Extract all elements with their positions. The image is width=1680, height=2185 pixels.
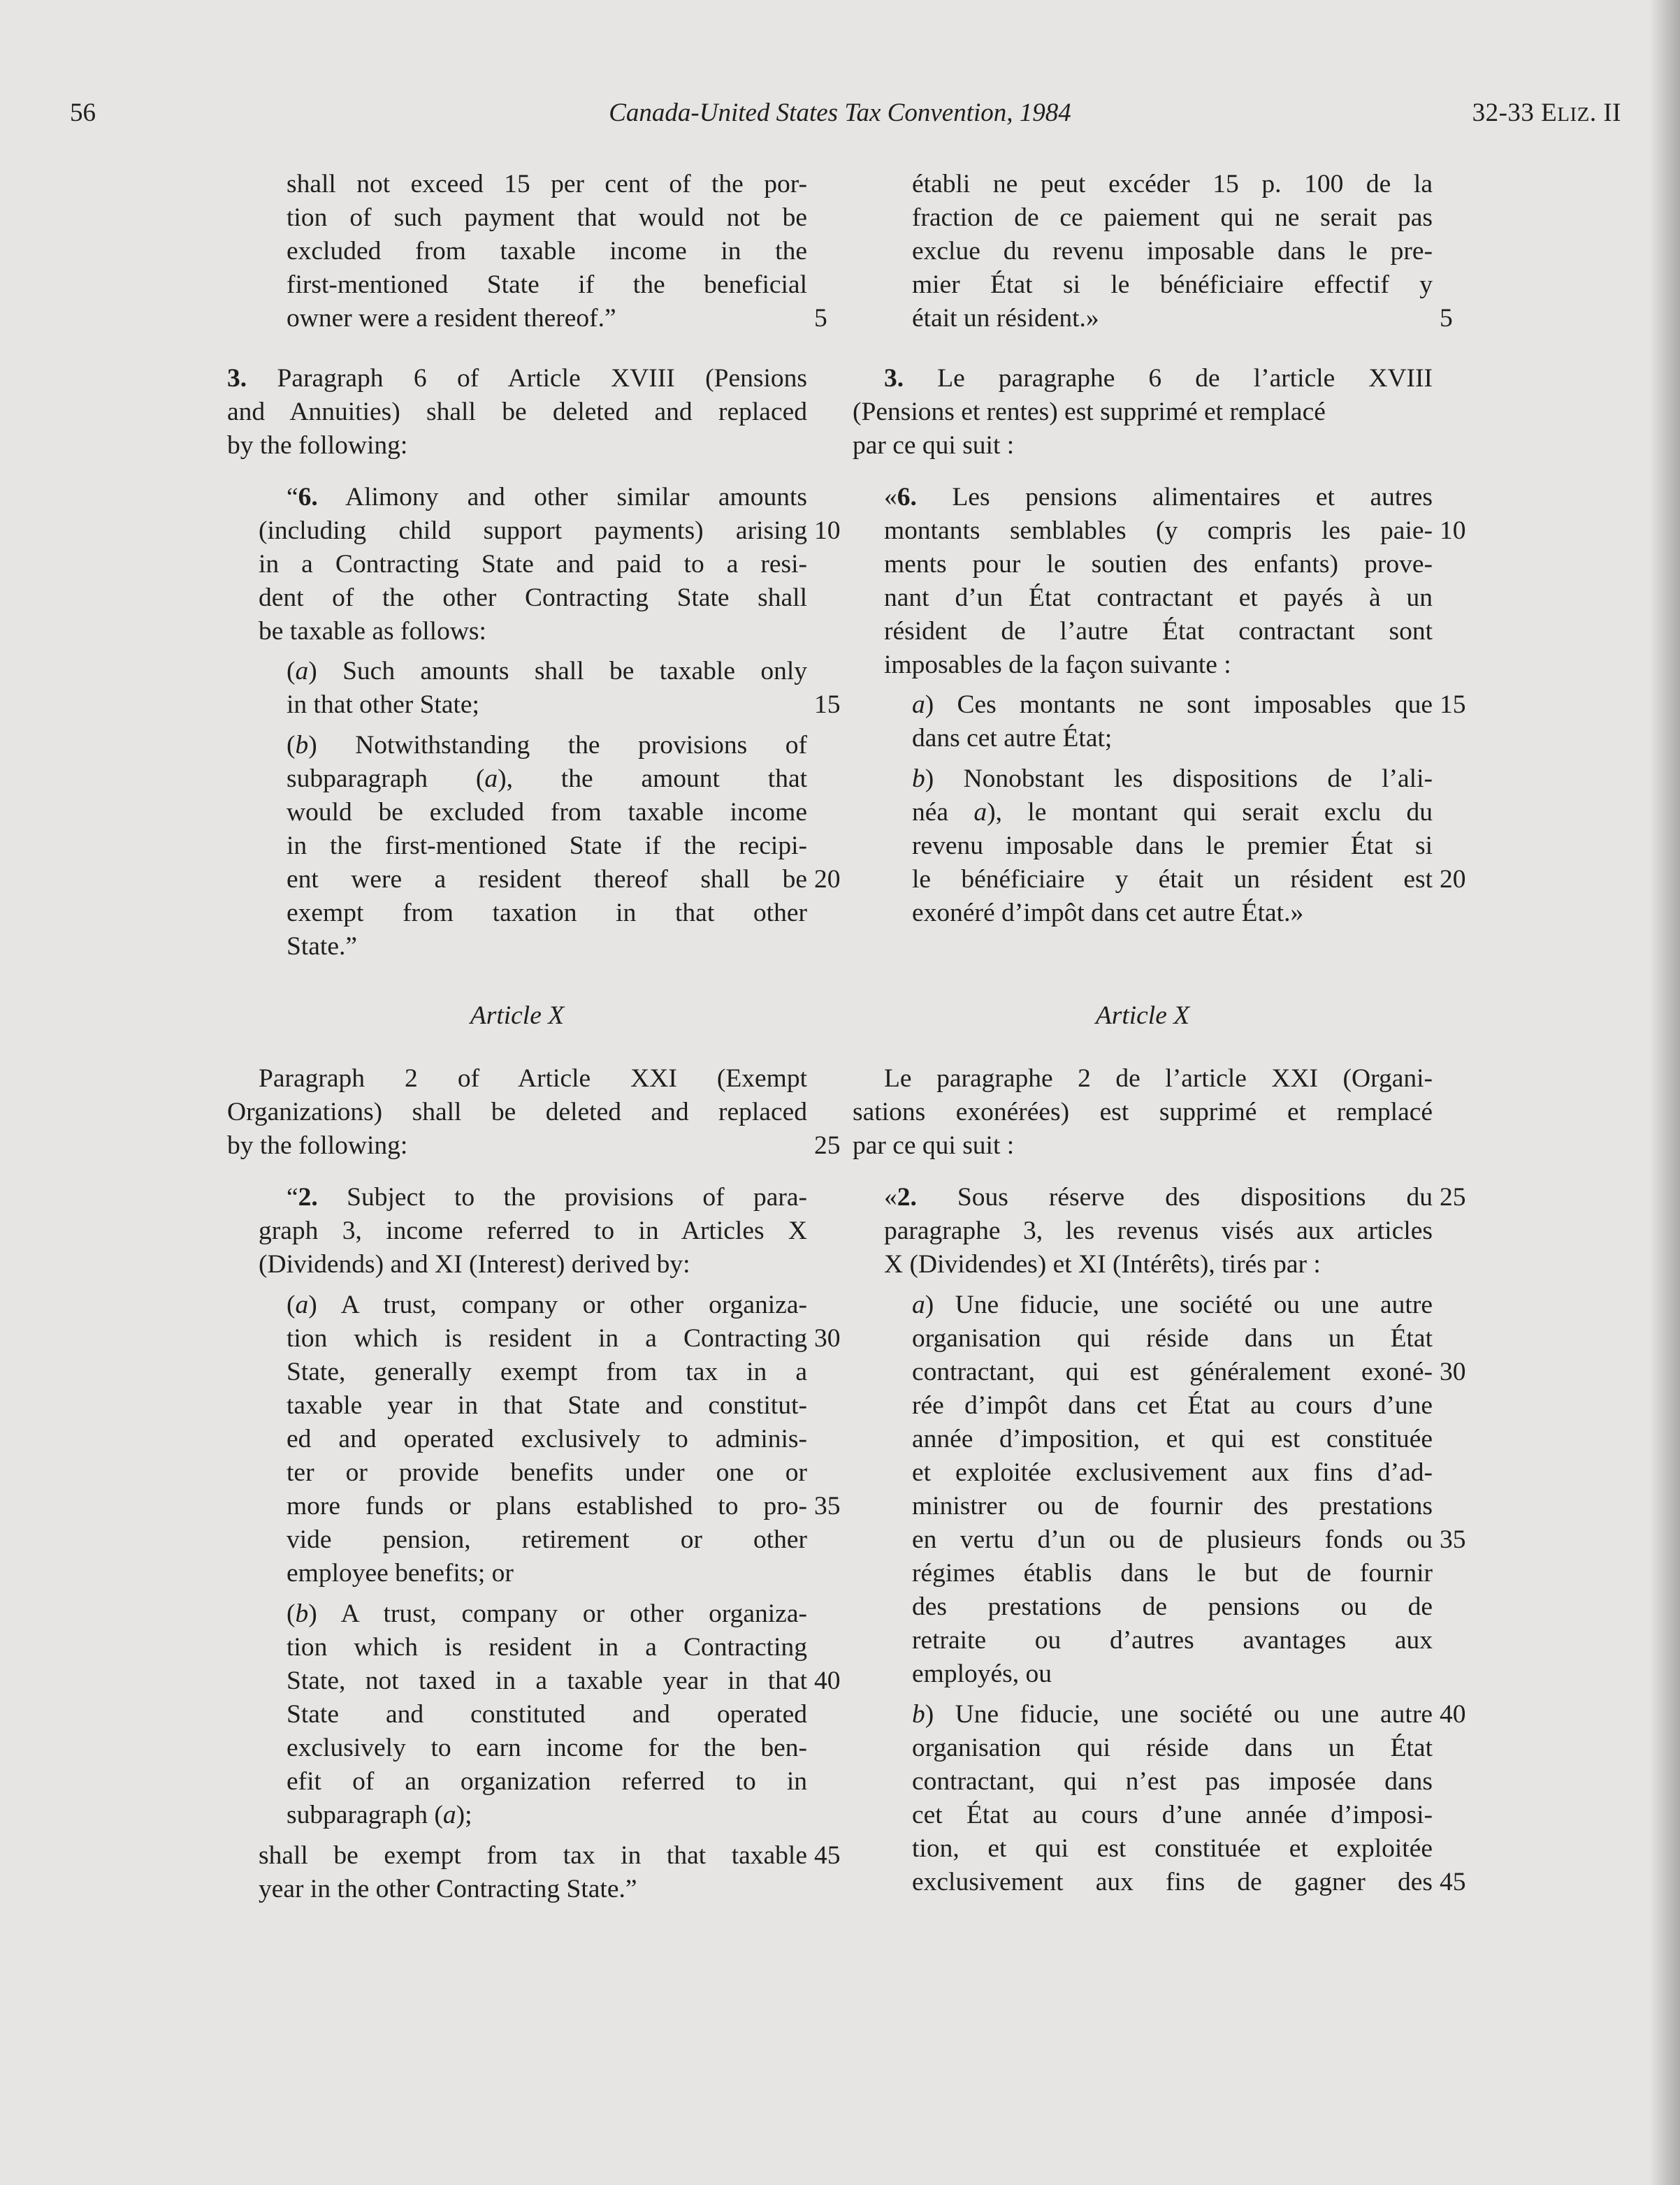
line-number: 15 [814, 690, 841, 719]
text-line: année d’imposition, et qui est constituée [912, 1425, 1433, 1453]
line-number: 40 [814, 1667, 841, 1695]
line-number: 10 [1440, 516, 1466, 545]
line-number: 45 [814, 1841, 841, 1870]
text-line: établi ne peut excéder 15 p. 100 de la [912, 170, 1433, 198]
line-number: 40 [1440, 1700, 1466, 1729]
line-number: 25 [1440, 1183, 1466, 1212]
text-line: exclusivement aux fins de gagner des [912, 1868, 1433, 1896]
text-line: Paragraph 2 of Article XXI (Exempt [259, 1064, 807, 1093]
text-line: montants semblables (y compris les paie- [884, 516, 1433, 545]
text-line: b) Une fiducie, une société ou une autre [912, 1700, 1433, 1729]
line-number: 20 [1440, 865, 1466, 894]
text-line: exempt from taxation in that other [287, 899, 807, 927]
text-line: imposables de la façon suivante : [884, 651, 1231, 679]
line-number: 10 [814, 516, 841, 545]
text-line: ent were a resident thereof shall be [287, 865, 807, 894]
line-number: 25 [814, 1131, 841, 1160]
line-number: 45 [1440, 1868, 1466, 1896]
text-line: tion which is resident in a Contracting [287, 1324, 807, 1353]
text-line: excluded from taxable income in the [287, 237, 807, 266]
text-line: par ce qui suit : [853, 1131, 1015, 1160]
running-header [0, 98, 1680, 133]
text-line: par ce qui suit : [853, 431, 1015, 460]
text-line: (a) A trust, company or other organiza- [287, 1291, 807, 1319]
text-line: contractant, qui est généralement exoné- [912, 1358, 1433, 1386]
text-line: tion of such payment that would not be [287, 203, 807, 232]
text-line: organisation qui réside dans un État [912, 1734, 1433, 1762]
text-line: taxable year in that State and constitut- [287, 1391, 807, 1420]
text-line: would be excluded from taxable income [287, 798, 807, 827]
text-line: X (Dividendes) et XI (Intérêts), tirés par : [884, 1250, 1321, 1279]
text-line: retraite ou d’autres avantages aux [912, 1626, 1433, 1655]
text-line: cet État au cours d’une année d’imposi- [912, 1801, 1433, 1829]
text-line: dans cet autre État; [912, 724, 1113, 753]
text-line: subparagraph (a); [287, 1801, 472, 1829]
text-line: (including child support payments) arising [259, 516, 807, 545]
text-line: 3. Paragraph 6 of Article XVIII (Pensions [227, 364, 807, 393]
page-edge-shadow [1649, 0, 1680, 2185]
text-line: graph 3, income referred to in Articles X [259, 1217, 807, 1245]
text-line: State and constituted and operated [287, 1700, 807, 1729]
line-number: 35 [1440, 1525, 1466, 1554]
text-line: mier État si le bénéficiaire effectif y [912, 270, 1433, 299]
text-line: en vertu d’un ou de plusieurs fonds ou [912, 1525, 1433, 1554]
text-line: exclusively to earn income for the ben- [287, 1734, 807, 1762]
text-line: by the following: [227, 1131, 408, 1160]
text-line: Organizations) shall be deleted and replaced [227, 1098, 807, 1126]
text-line: in a Contracting State and paid to a resi- [259, 550, 807, 579]
line-number: 5 [1440, 304, 1453, 333]
line-number: 35 [814, 1492, 841, 1520]
text-line: employee benefits; or [287, 1559, 514, 1588]
article-heading: Article X [1095, 1001, 1190, 1030]
text-line: “2. Subject to the provisions of para- [287, 1183, 807, 1212]
text-line: tion, et qui est constituée et exploitée [912, 1834, 1433, 1863]
text-line: shall be exempt from tax in that taxable [259, 1841, 807, 1870]
text-line: owner were a resident thereof.” [287, 304, 616, 333]
text-line: be taxable as follows: [259, 617, 486, 646]
article-heading: Article X [470, 1001, 565, 1030]
text-line: néa a), le montant qui serait exclu du [912, 798, 1433, 827]
text-line: et exploitée exclusivement aux fins d’ad- [912, 1458, 1433, 1487]
text-line: des prestations de pensions ou de [912, 1592, 1433, 1621]
text-line: State, generally exempt from tax in a [287, 1358, 807, 1386]
text-line: (Pensions et rentes) est supprimé et remplacé [853, 398, 1326, 426]
text-line: contractant, qui n’est pas imposée dans [912, 1767, 1433, 1796]
text-line: employés, ou [912, 1660, 1052, 1688]
text-line: vide pension, retirement or other [287, 1525, 807, 1554]
text-line: first-mentioned State if the beneficial [287, 270, 807, 299]
text-line: year in the other Contracting State.” [259, 1875, 637, 1903]
text-line: nant d’un État contractant et payés à un [884, 583, 1433, 612]
text-line: revenu imposable dans le premier État si [912, 832, 1433, 860]
running-title: Canada-United States Tax Convention, 1984 [609, 99, 1071, 127]
text-line: (b) A trust, company or other organiza- [287, 1599, 807, 1628]
line-number: 30 [814, 1324, 841, 1353]
text-line: sations exonérées) est supprimé et remplacé [853, 1098, 1433, 1126]
text-line: 3. Le paragraphe 6 de l’article XVIII [884, 364, 1433, 393]
text-line: organisation qui réside dans un État [912, 1324, 1433, 1353]
text-line: tion which is resident in a Contracting [287, 1633, 807, 1662]
text-line: était un résident.» [912, 304, 1099, 333]
text-line: exclue du revenu imposable dans le pre- [912, 237, 1433, 266]
page-number: 56 [70, 99, 96, 127]
text-line: «2. Sous réserve des dispositions du [884, 1183, 1433, 1212]
text-line: shall not exceed 15 per cent of the por- [287, 170, 807, 198]
line-number: 5 [814, 304, 827, 333]
text-line: (Dividends) and XI (Interest) derived by: [259, 1250, 690, 1279]
text-line: ed and operated exclusively to adminis- [287, 1425, 807, 1453]
text-line: in the first-mentioned State if the recipi- [287, 832, 807, 860]
line-number: 20 [814, 865, 841, 894]
text-line: Le paragraphe 2 de l’article XXI (Organi- [884, 1064, 1433, 1093]
text-line: and Annuities) shall be deleted and replaced [227, 398, 807, 426]
text-line: a) Une fiducie, une société ou une autre [912, 1291, 1433, 1319]
text-line: efit of an organization referred to in [287, 1767, 807, 1796]
line-number: 15 [1440, 690, 1466, 719]
text-line: in that other State; [287, 690, 479, 719]
text-line: fraction de ce paiement qui ne serait pas [912, 203, 1433, 232]
text-line: by the following: [227, 431, 408, 460]
text-line: ter or provide benefits under one or [287, 1458, 807, 1487]
text-line: a) Ces montants ne sont imposables que [912, 690, 1433, 719]
text-line: “6. Alimony and other similar amounts [287, 483, 807, 511]
text-line: (b) Notwithstanding the provisions of [287, 731, 807, 760]
text-line: State.” [287, 932, 358, 961]
text-line: le bénéficiaire y était un résident est [912, 865, 1433, 894]
text-line: ments pour le soutien des enfants) prove- [884, 550, 1433, 579]
text-line: exonéré d’impôt dans cet autre État.» [912, 899, 1304, 927]
text-line: régimes établis dans le but de fournir [912, 1559, 1433, 1588]
text-line: (a) Such amounts shall be taxable only [287, 657, 807, 685]
text-line: b) Nonobstant les dispositions de l’ali- [912, 764, 1433, 793]
text-line: paragraphe 3, les revenus visés aux articles [884, 1217, 1433, 1245]
line-number: 30 [1440, 1358, 1466, 1386]
text-line: résident de l’autre État contractant sont [884, 617, 1433, 646]
text-line: State, not taxed in a taxable year in that [287, 1667, 807, 1695]
text-line: «6. Les pensions alimentaires et autres [884, 483, 1433, 511]
text-line: subparagraph (a), the amount that [287, 764, 808, 793]
text-line: rée d’impôt dans cet État au cours d’une [912, 1391, 1433, 1420]
text-line: ministrer ou de fournir des prestations [912, 1492, 1433, 1520]
text-line: more funds or plans established to pro- [287, 1492, 807, 1520]
text-line: dent of the other Contracting State shall [259, 583, 807, 612]
regnal-year: 32-33 ELIZ. II [1472, 99, 1621, 127]
